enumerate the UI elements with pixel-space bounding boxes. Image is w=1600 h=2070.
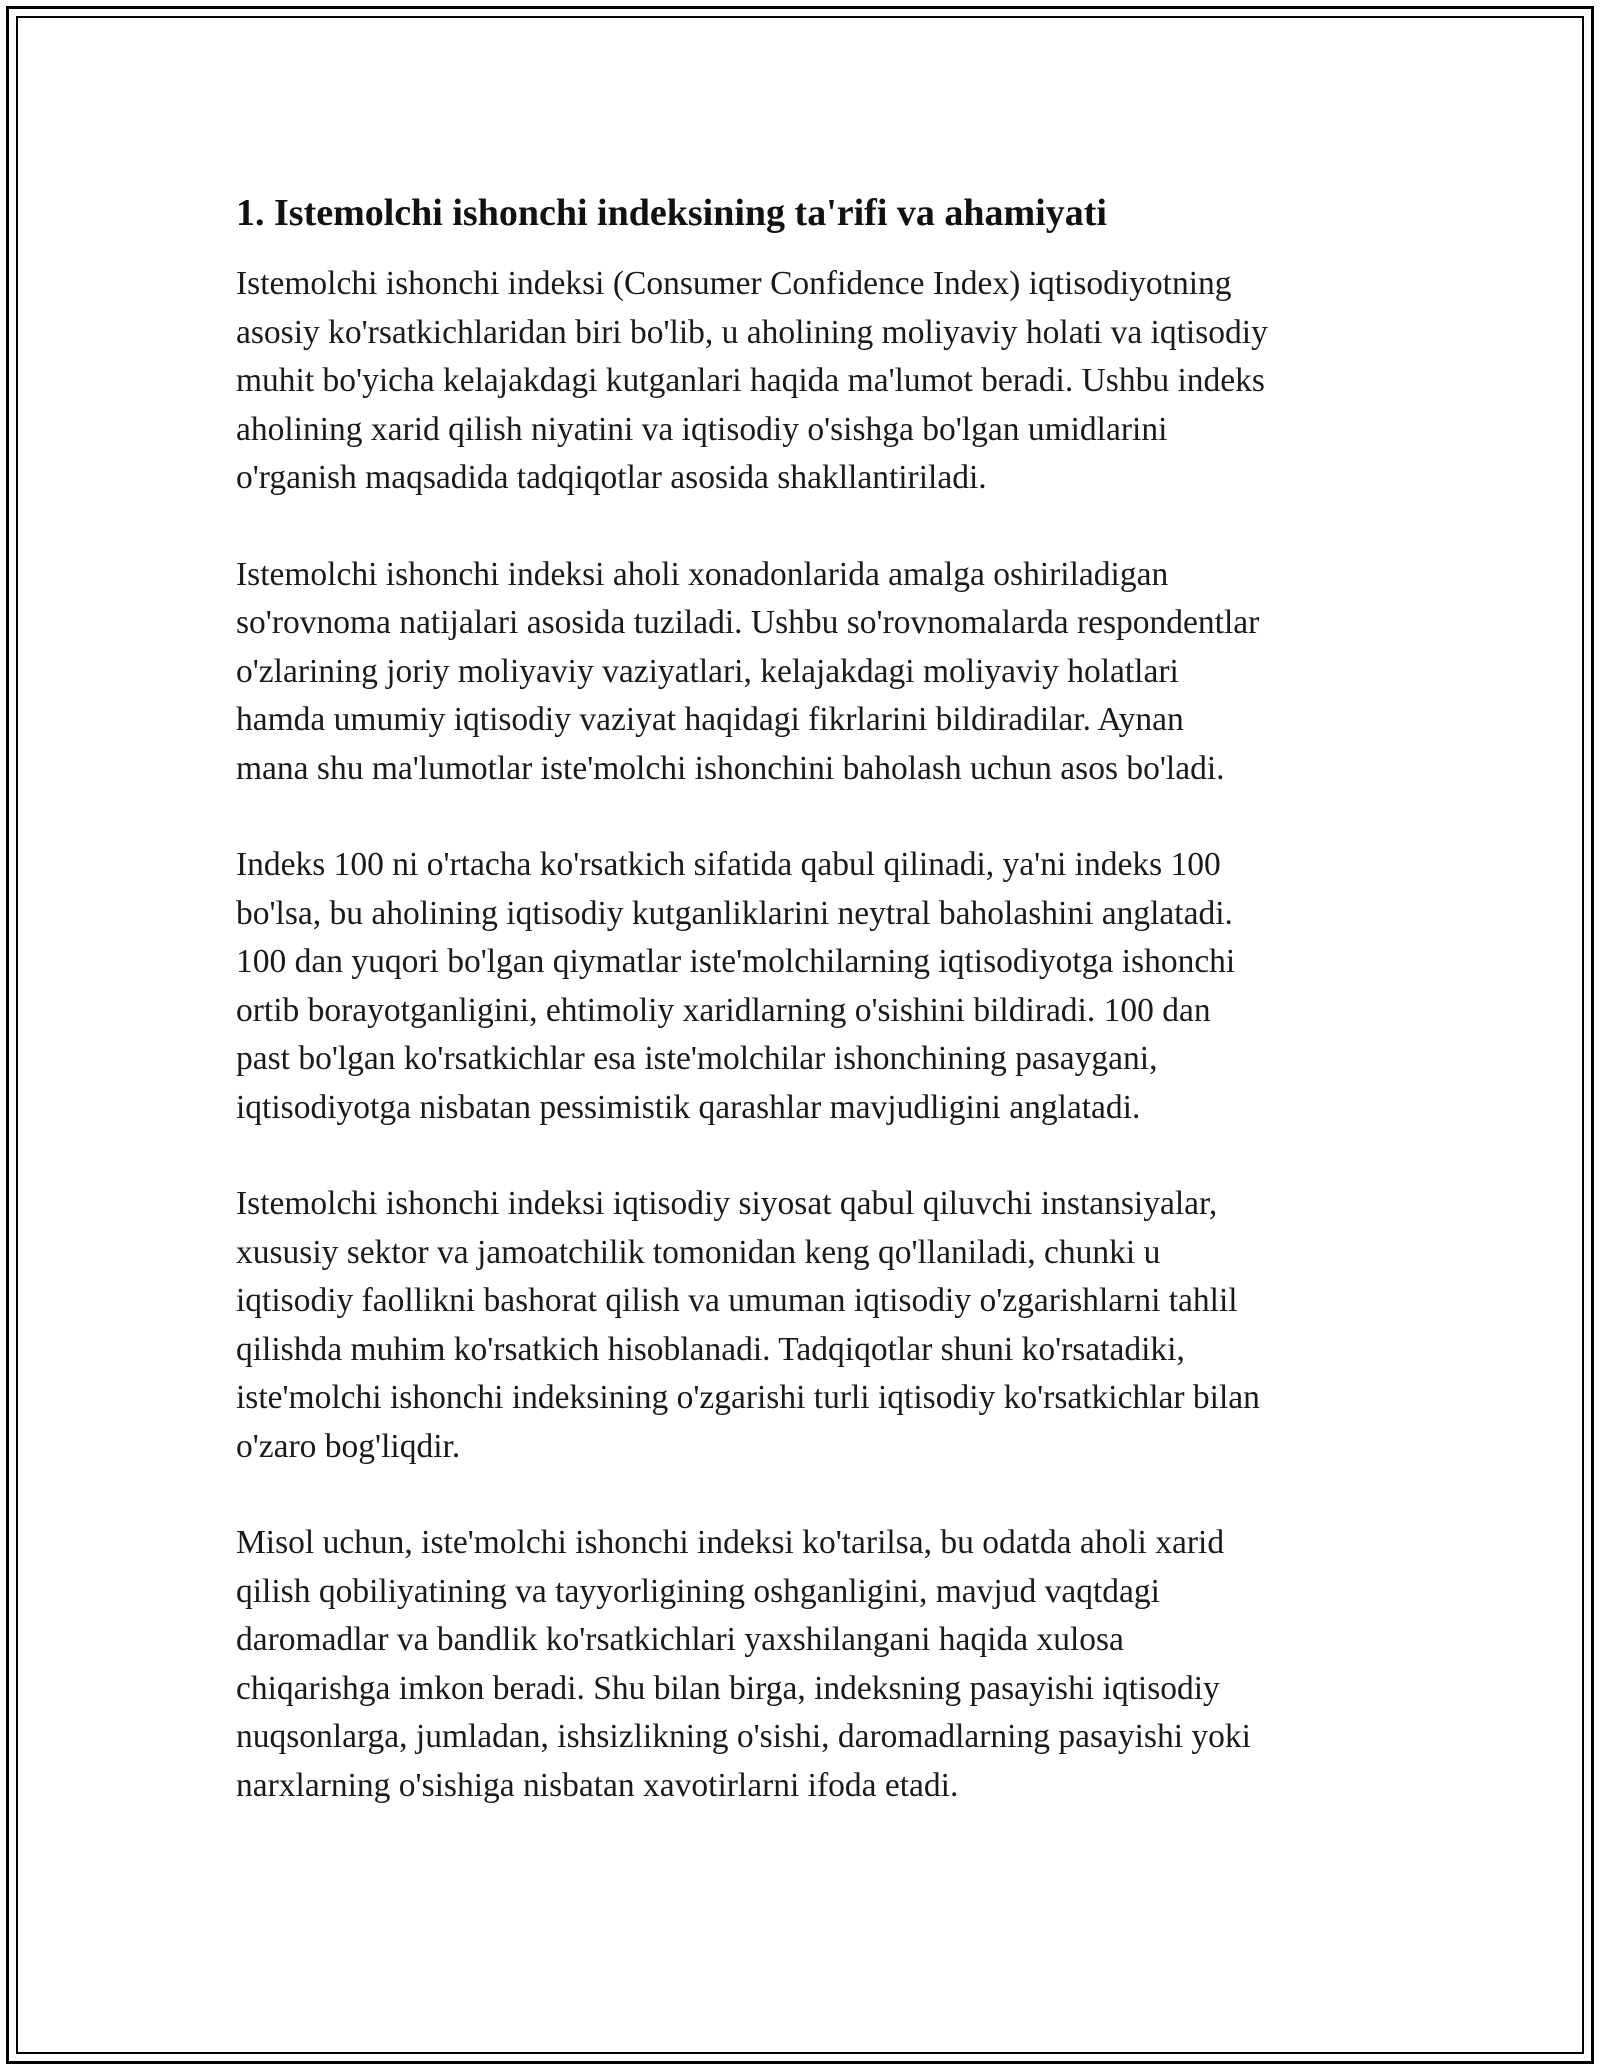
paragraph-definition: Istemolchi ishonchi indeksi (Consumer Confidence Index) iqtisodiyotning asosiy ko'rsatkichlaridan biri bo'lib, u aholining moliyaviy holati va iqtisodiy muhit bo'yicha kelajakdagi kutganlari haqida ma'lumot beradi. Ushbu indeks aholining xarid qilish niyatini va iqtisodiy o'sishga bo'lgan umidlarini o'rganish maqsadida tadqiqotlar asosida shakllantiriladi.: [236, 265, 1268, 496]
paragraph-usage: Istemolchi ishonchi indeksi iqtisodiy siyosat qabul qiluvchi instansiyalar, xususiy sektor va jamoatchilik tomonidan keng qo'llaniladi, chunki u iqtisodiy faollikni bashorat qilish va umuman iqtisodiy o'zgarishlarni tahlil qilishda muhim ko'rsatkich hisoblanadi. Tadqiqotlar shuni ko'rsatadiki, iste'molchi ishonchi indeksining o'zgarishi turli iqtisodiy ko'rsatkichlar bilan o'zaro bog'liqdir.: [236, 1185, 1260, 1465]
document-body: [236, 184, 1376, 1858]
paragraph-example: Misol uchun, iste'molchi ishonchi indeksi ko'tarilsa, bu odatda aholi xarid qilish qobiliyatining va tayyorligining oshganligini, mavjud vaqtdagi daromadlar va bandlik ko'rsatkichlari yaxshilangani haqida xulosa chiqarishga imkon beradi. Shu bilan birga, indeksning pasayishi iqtisodiy nuqsonlarga, jumladan, ishsizlikning o'sishi, daromadlarning pasayishi yoki narxlarning o'sishiga nisbatan xavotirlarni ifoda etadi.: [236, 1524, 1251, 1804]
paragraph-index-baseline: Indeks 100 ni o'rtacha ko'rsatkich sifatida qabul qilinadi, ya'ni indeks 100 bo'lsa, bu aholining iqtisodiy kutganliklarini neytral baholashini anglatadi. 100 dan yuqori bo'lgan qiymatlar iste'molchilarning iqtisodiyotga ishonchi ortib borayotganligini, ehtimoliy xaridlarning o'sishini bildiradi. 100 dan past bo'lgan ko'rsatkichlar esa iste'molchilar ishonchining pasaygani, iqtisodiyotga nisbatan pessimistik qarashlar mavjudligini anglatadi.: [236, 846, 1236, 1126]
paragraph-survey-method: Istemolchi ishonchi indeksi aholi xonadonlarida amalga oshiriladigan so'rovnoma natijalari asosida tuziladi. Ushbu so'rovnomalarda respondentlar o'zlarining joriy moliyaviy vaziyatlari, kelajakdagi moliyaviy holatlari hamda umumiy iqtisodiy vaziyat haqidagi fikrlarini bildiradilar. Aynan mana shu ma'lumotlar iste'molchi ishonchini baholash uchun asos bo'ladi.: [236, 555, 1260, 787]
section-heading: 1. Istemolchi ishonchi indeksining ta'rifi va ahamiyati: [236, 192, 1107, 234]
